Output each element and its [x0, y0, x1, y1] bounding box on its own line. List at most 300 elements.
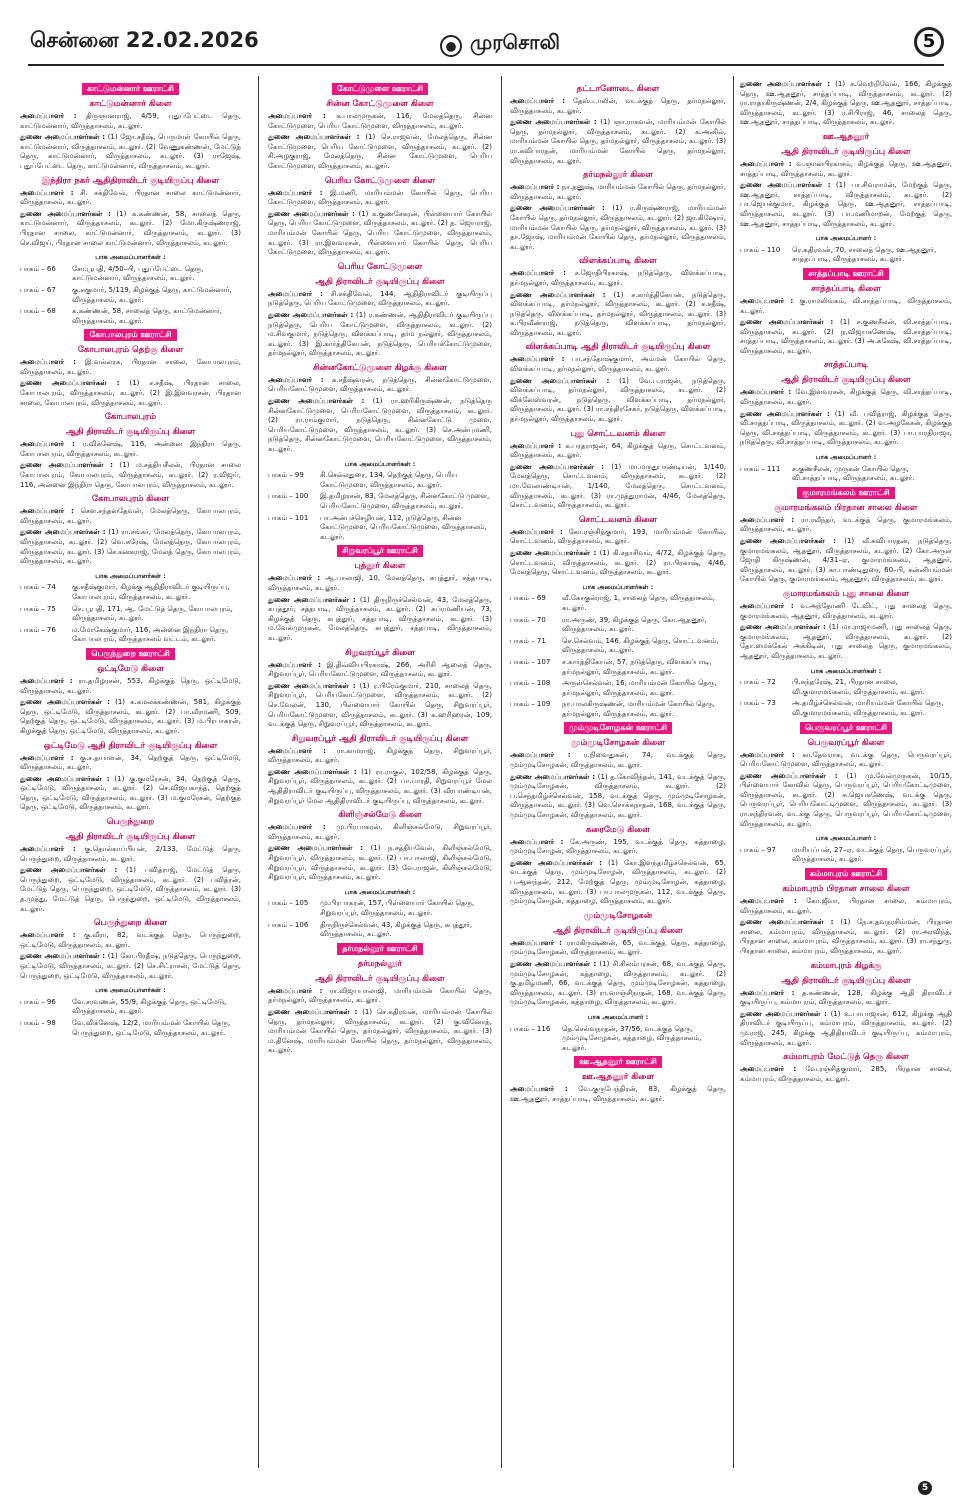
- ward-organiser-details: ம.மோகேஷ்குமார், 116, அன்னை இந்திரா தெரு, கோபாலபுரம், விருத்தாசலம் வட்டம், கடலூர்.: [72, 625, 229, 644]
- member-entry: [20, 845, 241, 864]
- branch-heading: பெருந்துறை கிளை: [93, 918, 168, 929]
- masthead-divider: [28, 64, 944, 66]
- role-label: துணை அமைப்பாளர்கள் :: [20, 133, 106, 142]
- member-details: ரா.ரவீந்தர், வடக்குத் தெரு, குமாரமங்கலம், விருத்தாசலம், கடலூர்.: [740, 515, 952, 534]
- ward-number: பாகம் – 107: [510, 657, 551, 666]
- member-entry: [20, 754, 241, 773]
- branch-heading: ஒட்டிமேடு ஆதி திராவிடர் குடியிருப்பு கிளை: [43, 740, 218, 751]
- ward-number: பாகம் – 105: [268, 899, 309, 908]
- role-label: அமைப்பாளர் :: [510, 1085, 568, 1094]
- ward-entry: [20, 1019, 241, 1038]
- member-entry: [268, 311, 492, 359]
- role-label: துணை அமைப்பாளர்கள் :: [20, 528, 106, 537]
- ward-number: பாகம் – 70: [510, 615, 546, 624]
- ward-organiser-details: செ. பூபதி, 171, ஆ. மேட்டுத் தெரு, கோபாலபுரம், விருத்தாசலம், கடலூர்.: [72, 604, 233, 623]
- branch-heading: சிறுவரப்பூர் ஆதி திராவிடர் குடியிருப்பு கிளை: [291, 733, 469, 744]
- branch-heading: ஆதி திராவிடர் குடியிருப்பு கிளை: [315, 276, 445, 287]
- branch-heading: ஆதி திராவிடர் குடியிருப்பு கிளை: [781, 375, 911, 386]
- member-entry: [268, 397, 492, 455]
- panchayat-heading: [510, 1056, 726, 1068]
- ward-number: பாகம் – 101: [268, 513, 309, 522]
- member-entry: [510, 118, 726, 166]
- ward-entry: [740, 465, 952, 484]
- footer-page-number: 5: [918, 1481, 932, 1495]
- ward-organiser-details: கு.சுகுமார், 5/119, கிழக்குத் தெரு, காட்டுமன்னார், விருத்தாசலம், கடலூர்.: [72, 285, 232, 304]
- role-label: துணை அமைப்பாளர்கள் :: [20, 952, 106, 961]
- member-entry: [268, 596, 492, 644]
- ward-number: பாகம் – 116: [510, 1024, 551, 1033]
- member-details: இ.திவ்வியபிரகாஷ், 266, அரிசி ஆலைத் தெரு, சிறுவரப்பூர், பெரியகோட்டுமுளை, விருத்தாசலம், கடலூர்.: [268, 660, 492, 679]
- member-entry: [510, 838, 726, 857]
- member-details: திருஞானராஜ், 4/59, புதுப்பேட்டை தெரு, காட்டுமன்னார், விருத்தாசலம், கடலூர்.: [20, 112, 241, 130]
- ward-organiser-details: வே.சரவணன், 55/9, கிழக்குத் தெரு, ஒட்டிமேடு, விருத்தாசலம், கடலூர்.: [72, 997, 227, 1016]
- member-entry: [20, 112, 241, 131]
- branch-heading: ஆதி திராவிடர் குடியிருப்பு கிளை: [781, 146, 911, 157]
- panchayat-heading: [268, 545, 492, 557]
- role-label: துணை அமைப்பாளர்கள் :: [268, 209, 355, 218]
- role-label: அமைப்பாளர் :: [510, 527, 563, 536]
- branch-heading: சின்ன கோட்டுமுளை கிளை: [326, 99, 434, 109]
- branch-heading: புது சொட்டவனம் கிளை: [570, 428, 666, 439]
- member-details: (1) ர.கிருஷ்ணராஜ், மாரியம்மன் கோயில் தெரு, தர்மநல்லூர், விருத்தாசலம், கடலூர். (2) ஜா.கிஷோர், மாரியம்மன் கோயில் தெரு, தர்மநல்லூர், விருத்தாசலம், கடலூர். (3) தா.ஜோஷ், மாரியம்மன் கோயில் தெரு, தர்மநல்லூர், விருத்தாசலம், கடலூர்.: [510, 204, 726, 251]
- panchayat-heading: [268, 83, 492, 95]
- member-details: வ.அந்தோணி டேவிட், புது சாலைத் தெரு, குமாரமங்கலம், ஆதனூர், விருத்தாசலம், கடலூர்.: [740, 601, 953, 620]
- member-entry: [740, 80, 952, 128]
- member-details: சி. சக்திவேல், பிரதான சாலை காட்டுமன்னார், விருத்தாசலம், கடலூர்.: [20, 188, 241, 207]
- ward-entry: [20, 286, 241, 305]
- member-entry: [20, 210, 241, 248]
- role-label: அமைப்பாளர் :: [268, 375, 324, 384]
- ward-organiser-details: இ.தமிழரசன், 83, மேலத்தெரு, சின்னகோட்டு முளை, பெரியகோட்டுமுளை, விருத்தாசலம், கடலூர்.: [320, 492, 490, 510]
- member-entry: [510, 442, 726, 461]
- ward-entry: [268, 492, 492, 511]
- ward-organiser-details: அருள்செல்வன், 16, மாரியம்மன் கோயில் தெரு, தர்மநல்லூர், விருத்தாசலம், கடலூர்.: [562, 679, 717, 697]
- branch-heading: குமாரமங்கலம் புது சாலை கிளை: [782, 588, 910, 599]
- panchayat-heading-label: கோட்டுமுளை ஊராட்சி: [332, 83, 428, 95]
- ward-organiser-details: நா.பாலகிருஷ்ணன், மாரியம்மன் கோயில் தெரு, தர்மநல்லூர், விருத்தாசலம், கடலூர்.: [562, 700, 715, 718]
- ward-entry: [20, 626, 241, 645]
- role-label: துணை அமைப்பாளர்கள் :: [20, 774, 110, 783]
- panchayat-heading-label: கம்மாபுரம் ஊராட்சி: [805, 868, 888, 880]
- member-details: ராமகிருஷ்ணன், 65, வடக்குத் தெரு, கத்தாழை, மும்முடிசோழகன், விருத்தாசலம், கடலூர்.: [510, 938, 726, 957]
- branch-heading: ஆதி திராவிடர் குடியிருப்பு கிளை: [65, 832, 196, 843]
- member-details: (1) க.கமலக்கண்ணன், 581, கிழக்குத் தெரு, ஒட்டிமேடு, விருத்தாசலம், கடலூர். (2) பா.வீரமணி, 509, தெற்குத் தெரு, ஒட்டிமேடு, விருத்தாசலம், கடலூர். (3) ம.பிரபாகரன், கிழக்குத் தெரு, ஒட்டிமேடு, விருத்தாசலம், கடலூர்.: [20, 698, 241, 735]
- ward-entry: [740, 246, 952, 265]
- member-entry: [510, 773, 726, 821]
- branch-heading: கிளிஞ்சல்மேடு கிளை: [338, 810, 422, 821]
- branch-heading: பெரிய கோட்டுமுளை கிளை: [324, 175, 436, 186]
- branch-heading: ஆதி திராவிடர் குடியிருப்பு கிளை: [781, 975, 911, 986]
- ward-number: பாகம் – 71: [510, 636, 546, 645]
- ward-organisers-subheading: பாக அமைப்பாளர்கள் :: [95, 253, 166, 262]
- member-entry: [268, 844, 492, 882]
- member-entry: [740, 772, 952, 830]
- member-details: கோ.ஜீவா, பிரதான சாலை, கம்மாபுரம், விருத்தாசலம், கடலூர்.: [740, 897, 952, 915]
- member-details: கு.வீரா, 82, வடக்குத் தெரு, பெருந்துறை, ஒட்டிமேடு, விருத்தாசலம், கடலூர்.: [20, 931, 242, 949]
- member-details: (1) மு.வேல்முருகன், 10/15, பிள்ளையார் கோவில் தெரு, பெருவரப்பூர், பெரியகோட்டிமுளை, விருத்தாசலம், கடலூர். (2) சு.ஜெயகணேஷ், வடக்கு தெரு, பெருவரப்பூர், பெரியகோட்டிமுளை, விருத்தாசலம், கடலூர். (3) ரா.சுந்திரவன், வடக்கு தெரு, பெருவரப்பூர், பெரியகோட்டிமுளை, விருத்தாசலம், கடலூர்.: [740, 771, 953, 828]
- member-details: (1) க.கண்ணன், 58, சாலைத் தெரு, காட்டுமன்னார், விருத்தாசலம், கடலூர். (2) மோ.கிருஷ்ணராஜ், பிரதான சாலை, காட்டுமன்னார், விருத்தாசலம், கடலூர். (3) செ.விஜய், பிரதான சாலை காட்டுமன்னார், விருத்தாசலம், கடலூர்.: [20, 209, 241, 247]
- member-entry: [20, 379, 241, 408]
- member-details: இ.வல்லரசு, பிரதான சாலை, கோபாலபுரம், விருத்தாசலம், கடலூர்.: [20, 358, 242, 376]
- ward-number: பாகம் – 109: [510, 700, 551, 709]
- role-label: அமைப்பாளர் :: [740, 296, 794, 305]
- member-entry: [510, 204, 726, 252]
- panchayat-heading: [740, 487, 952, 499]
- member-entry: [740, 918, 952, 956]
- member-entry: [510, 463, 726, 511]
- ward-organiser-details: செ.செல்வம், 146, கிழக்குத் தெரு, சொட்டவனம், விருத்தாசலம், கடலூர்.: [562, 636, 719, 655]
- panchayat-heading-label: கோபாலபுரம் ஊராட்சி: [84, 329, 176, 341]
- branch-heading: ஆதி திராவிடர் குடியிருப்பு கிளை: [315, 973, 445, 984]
- role-label: அமைப்பாளர் :: [510, 269, 566, 278]
- ward-organiser-details: தெ.செல்வநாதன், 37/56, வடக்குத் தெரு, மும்முடிசோழகன், கத்தாழை, விருத்தாசலம், கடலூர்.: [562, 1024, 702, 1052]
- ward-entry: [510, 658, 726, 677]
- ward-entry: [510, 700, 726, 719]
- branch-heading: பெருந்துறை: [106, 817, 155, 828]
- ward-organiser-details: வே.விக்னேஷ், 12/2, மாரியம்மன் கோயில் தெரு, பெருந்துறை, ஒட்டிமேடு, விருத்தாசலம், கடலூர்.: [72, 1018, 231, 1037]
- branch-heading: ஊ.ஆதனூர் கிளை: [581, 1072, 654, 1083]
- member-details: (1) நே.ச.தவநரசிம்மன், பிரதான சாலை, கம்மாபுரம், விருத்தாசலம், கடலூர். (2) ரா.அரவிந்த், பிரதான சாலை, கம்மாபுரம், விருத்தாசலம், கடலூர். (3) ரா.சந்துரு, பிரதான சாலை, கம்மாபுரம், விருத்தாசலம், கடலூர்.: [740, 918, 953, 955]
- ward-organisers-subheading: பாக அமைப்பாளர்கள் :: [95, 571, 166, 580]
- ward-organiser-details: அ.தமிழ்ச்செல்வன், மாரியம்மன் கோயில் தெரு, வி.குமாரமங்கலம், விருத்தாசலம், கடலூர்.: [792, 699, 944, 717]
- member-entry: [510, 183, 726, 202]
- branch-heading: கரைமேடு கிளை: [586, 824, 650, 835]
- member-entry: [20, 698, 241, 736]
- member-details: கா.தேவராசு, வடக்கு தெரு, பெருவரப்பூர், பெரியகோட்டுமுளை, விருத்தாசலம், கடலூர்.: [740, 750, 952, 769]
- member-details: (1) ஞா.ராகவன், மாரியம்மன் கோயில் தெரு, தர்மநல்லூர், விருத்தாசலம், கடலூர். (2) க.அனில், மாரியம்மன் கோயில் தெரு, தர்மநல்லூர், விருத்தாசலம், கடலூர். (3) ரா.கவிபாரதன், மாரியம்மன் கோயில் தெரு, தர்மநல்லூர், விருத்தாசலம், கடலூர்.: [510, 118, 726, 165]
- branch-heading: சின்னகோட்டுமுளை கிழக்கு கிளை: [313, 362, 447, 373]
- branch-heading: பெரிய கோட்டுமுளை: [337, 261, 423, 272]
- role-label: அமைப்பாளர் :: [510, 441, 562, 450]
- member-details: (1) கோ.பிரதீஷ், நடுத்தெரு, பெருந்துறை, ஒட்டிமேடு, விருத்தாசலம், கடலூர். (2) செ.சிட்ராசன், மேட்டுத் தெரு, பெருந்துறை, ஒட்டிமேடு, விருத்தாசலம், கடலூர்.: [20, 952, 242, 980]
- branch-heading: ஊ.ஆதனூர்: [822, 131, 870, 142]
- member-entry: [740, 537, 952, 585]
- role-label: துணை அமைப்பாளர்கள் :: [740, 409, 830, 418]
- column-divider: [258, 76, 259, 1468]
- ward-number: பாகம் – 76: [20, 625, 56, 634]
- newspaper-name: முரசொலி: [470, 30, 560, 54]
- branch-heading: தட்டானோடை கிளை: [576, 84, 660, 94]
- ward-entry: [20, 265, 241, 284]
- member-details: சௌ.சந்தனதேவன், மேலத்தெரு, கோபாலபுரம், விருத்தாசலம், கடலூர்.: [20, 507, 241, 525]
- ward-entry: [268, 471, 492, 490]
- member-entry: [740, 160, 952, 179]
- branch-heading: சாத்தப்பாடி கிளை: [811, 283, 881, 294]
- ward-entry: [510, 1025, 726, 1054]
- member-entry: [268, 574, 492, 593]
- role-label: அமைப்பாளர் :: [740, 388, 792, 397]
- ward-entry: [740, 846, 952, 865]
- role-label: துணை அமைப்பாளர்கள் :: [510, 772, 596, 781]
- member-details: (1) சி.சிலம்பரசன், 68, வடக்குத் தெரு, மும்முடிசோழகன், கத்தாழை, விருத்தாசலம், கடலூர். (2) கு.தமிழ்மணி, 66, வடக்குத் தெரு, மும்முடிசோழகன், கத்தாழை, விருத்தாசலம், கடலூர். (3) ரா.வாஞ்சிநாதன், 168, வடக்குத் தெரு, மும்முடிசோழகன், கத்தாழை, விருத்தாசலம், கடலூர்.: [510, 959, 726, 1007]
- ward-organisers-subheading: பாக அமைப்பாளர்கள் :: [95, 986, 166, 995]
- ward-organisers-subheading: பாக அமைப்பாளர் :: [587, 1012, 649, 1021]
- member-entry: [268, 133, 492, 171]
- branch-heading: சாத்தப்பாடி: [823, 360, 869, 371]
- member-details: (1) ச.குணசீலன், வி.சாத்தப்பாடி, விருத்தாசலம், கடலூர். (2) ந.விஜயகணேஷ், வி.சாத்தப்பாடி, சாத்தப்பாடி, விருத்தாசலம், கடலூர். (3) அ.சுகேஷ், வி.சாத்தப்பாடி, விருத்தாசலம், கடலூர்.: [740, 318, 952, 355]
- role-label: அமைப்பாளர் :: [20, 507, 74, 516]
- member-details: ரா.காமராஜ், கிழக்குத் தெரு, சிறுவரப்பூர், விருத்தாசலம், கடலூர்.: [268, 746, 492, 765]
- member-details: க.பரதராஜன், 64, கிழக்குத் தெரு, சொட்டவனம், விருத்தாசலம், கடலூர்.: [510, 441, 726, 460]
- ward-organiser-details: பி.சுந்தரேஷ், 21, பிரதான சாலை, வி.குமாரமங்கலம், விருத்தாசலம், கடலூர்.: [792, 678, 925, 696]
- role-label: துணை அமைப்பாளர்கள் :: [510, 290, 606, 299]
- role-label: துணை அமைப்பாளர்கள் :: [268, 133, 360, 142]
- member-entry: [510, 97, 726, 116]
- member-entry: [20, 440, 241, 459]
- member-entry: [268, 768, 492, 806]
- member-details: பா.சந்தோஷ்குமார், அம்மன் கோயில் தெரு, விளக்கப்பாடி, தர்மநல்லூர், விருத்தாசலம், கடலூர்.: [510, 355, 726, 374]
- ward-entry: [510, 616, 726, 635]
- member-entry: [510, 1085, 726, 1104]
- role-label: அமைப்பாளர் :: [740, 601, 794, 610]
- role-label: அமைப்பாளர் :: [510, 355, 565, 364]
- masthead: [0, 0, 972, 78]
- member-entry: [268, 112, 492, 131]
- member-entry: [510, 751, 726, 770]
- member-details: (1) ரா.ஹரிகிருஷ்ணன், நடுத்தெரு சின்னகோட்டுமுளை, பெரியகோட்டுமுளை, விருத்தாசலம், கடலூர். (2) ரா.ராம்குமார், நடுத்தெரு, சின்னகோட்டு முளை, பெரியகோட்டுமுளை, விருத்தாசலம், கடலூர். (3) செ.அன்புமணி, நடுத்தெரு, சின்னகோட்டுமுளை, பெரியகோட்டுமுளை, விருத்தாசலம், கடலூர்.: [268, 397, 493, 454]
- member-details: வே.இளவரசன், கிழக்குத் தெரு, வி.சாத்தப்பாடி, விருத்தாசலம், கடலூர்.: [740, 388, 952, 407]
- member-details: (1) உ.பாபாஜான், 612, கிழக்கு ஆதி திராவிடர் குடியிருப்பு, கம்மாபுரம், விருத்தாசலம், கடலூர். (2) மு.ராஜ், 245, கிழக்கு ஆதிதிராவிடர் குடியிருப்பு, கம்மாபுரம், விருத்தாசலம், கடலூர்.: [740, 1009, 952, 1047]
- member-details: சி.சக்திவேல், 144, ஆதிதிராவிடர் குடியிருப்பு நடுத்தெரு, பெரிய கோட்டுமுளை, விருத்தாசலம், கடலூர்.: [268, 289, 492, 308]
- member-details: (1) ம.சத்தியசீலன், பிரதான சாலை கோபாலபுரம், கோபாலபுரம், விருத்தாசலம், கடலூர். (2) ர.விஜய், 116, அன்னை இந்திரா தெரு, கோபாலபுரம், விருத்தாசலம், கடலூர்.: [20, 461, 241, 489]
- member-details: நா.தனுஷ், மாரியம்மன் கோயில் தெரு, தர்மநல்லூர், விருத்தாசலம், கடலூர்.: [510, 183, 726, 201]
- member-entry: [510, 939, 726, 958]
- ward-number: பாகம் – 97: [740, 845, 776, 854]
- role-label: துணை அமைப்பாளர்கள் :: [510, 548, 597, 557]
- member-details: ரா.விஜயபாலாஜி, மாரியம்மன் கோயில் தெரு, தர்மநல்லூர், விருத்தாசலம், கடலூர்.: [268, 986, 492, 1005]
- panchayat-heading: [740, 268, 952, 280]
- role-label: அமைப்பாளர் :: [268, 746, 326, 755]
- member-entry: [268, 189, 492, 208]
- column-2: [260, 76, 500, 1468]
- member-details: க.சதீஷ்வரன், நடுத்தெரு, சின்னகோட்டுமுளை, பெரியகோட்டுமுளை, விருத்தாசலம், கடலூர்.: [268, 375, 492, 394]
- ward-number: பாகம் – 98: [20, 1018, 56, 1027]
- role-label: துணை அமைப்பாளர்கள் :: [510, 959, 597, 968]
- role-label: துணை அமைப்பாளர்கள் :: [740, 623, 826, 632]
- branch-heading: கோபாலபுரம் கிளை: [92, 494, 169, 505]
- member-details: (1) செ.ராஜவன், மேலத்தெரு, சின்ன கோட்டுமுளை, பெரிய கோட்டுமுளை, விருத்தாசலம், கடலூர். (2) சி.அழகுராஜ், மேலத்தெரு, சின்ன கோட்டுமுளை, பெரிய கோட்டுமுளை, விருத்தாசலம், கடலூர்.: [268, 133, 492, 170]
- member-details: (1) மா.மருதுபாண்டியன், 1/140, மேலத்தெரு, சொட்டவனம், விருத்தாசலம், கடலூர். (2) மா.வேலாண்டியன், 1/140, மேலத்தெரு, சொட்டவனம், விருத்தாசலம், கடலூர். (3) ரா.முத்துராமன், 4/46, மேலத்தெரு, சொட்டவனம், விருத்தாசலம், கடலூர்.: [510, 462, 727, 510]
- role-label: துணை அமைப்பாளர்கள் :: [510, 204, 605, 213]
- member-details: ர.விக்னேஷ், 116, அன்னை இந்திரா தெரு, கோபாலபுரம், விருத்தாசலம், கடலூர்.: [20, 440, 241, 458]
- role-label: அமைப்பாளர் :: [510, 751, 571, 760]
- ward-organiser-details: சோ.பூபதி, 4/50–பி, புதுப்பேட்டை தெரு, காட்டுமன்னார், விருத்தாசலம், கடலூர்.: [72, 264, 204, 283]
- member-entry: [740, 623, 952, 661]
- member-entry: [20, 507, 241, 526]
- role-label: துணை அமைப்பாளர்கள் :: [510, 118, 597, 127]
- ward-organisers-subheading: பாக அமைப்பாளர்கள் :: [344, 887, 416, 896]
- role-label: துணை அமைப்பாளர்கள் :: [20, 379, 120, 388]
- member-entry: [740, 297, 952, 316]
- ward-organiser-details: ரா.அருண், 39, கிழக்குத் தெரு, கோ.ஆதனூர், விருத்தாசலம், கடலூர்.: [562, 615, 707, 634]
- ward-entry: [510, 637, 726, 656]
- member-details: (1) த.கோவிந்தன், 141, வடக்குத் தெரு, மும்முடிசோழகன், விருத்தாசலம், கடலூர். (2) ப.செந்தமிழ்ச்செல்வன், 158, வடக்குத் தெரு, மும்முடிசோழகன், விருத்தாசலம், கடலூர். (3) வெ.சொக்கநாதன், 168, வடக்குத் தெரு, மும்முடிசோழகன், விருத்தாசலம், கடலூர்.: [510, 772, 726, 820]
- member-entry: [20, 358, 241, 377]
- ward-number: பாகம் – 72: [740, 678, 776, 687]
- ward-organiser-details: வீ.கோகுல்ராஜ், 1, சாலைத் தெரு, விருத்தாசலம், கடலூர்.: [562, 594, 715, 612]
- member-entry: [740, 388, 952, 407]
- member-details: வே.ரஞ்சித்குமார், 285, பிரதான சாலை, கம்மாபுரம், விருத்தாசலம், கடலூர்.: [740, 1065, 952, 1083]
- member-entry: [268, 823, 492, 842]
- member-entry: [268, 682, 492, 730]
- branch-heading: ஆதி திராவிடர் குடியிருப்பு கிளை: [553, 925, 683, 936]
- role-label: துணை அமைப்பாளர்கள் :: [268, 595, 356, 604]
- role-label: அமைப்பாளர் :: [510, 97, 565, 105]
- member-details: கு.தொல்காப்பியன், 2/133, மேட்டுத் தெரு, பெருந்துறை, விருத்தாசலம், கடலூர்.: [20, 845, 241, 863]
- ward-entry: [20, 605, 241, 624]
- member-details: (1) கு.குமரேசன், 34, தெற்குத் தெரு, ஒட்டிமேடு, விருத்தாசலம், கடலூர். (2) செ.விஜயகாந்த், தெற்குத் தெரு, ஒட்டிமேடு, விருத்தாசலம், கடலூர். (3) ம.குமரேசன், தெற்குத் தெரு, ஒட்டிமேடு, விருத்தாசலம், கடலூர்.: [20, 774, 241, 812]
- member-entry: [740, 410, 952, 448]
- member-details: (1) க.குணசேகரன், பிள்ளையார் கோயில் தெரு, பெரிய கோட்டுமுளை, விருத்தாசலம், கடலூர். (2) த. ஜெயராஜ், மாரியம்மன் கோயில் தெரு, பெரிய கோட்டுமுளை, விருத்தாசலம், கடலூர். (3) ரா.இளவரசன், பிள்ளையார் கோயில் தெரு, பெரிய கோட்டுமுளை, விருத்தாசலம், கடலூர்.: [268, 209, 493, 257]
- ward-entry: [268, 921, 492, 940]
- role-label: அமைப்பாளர் :: [268, 660, 321, 669]
- ward-organiser-details: சி.செல்லதுரை, 134, தெற்குத் தெரு, பெரிய கோட்டுமுளை, விருத்தாசலம், கடலூர்.: [320, 471, 458, 489]
- dateline: சென்னை 22.02.2026: [30, 28, 259, 52]
- branch-heading: கம்மாபுரம் பிரதான சாலை கிளை: [782, 884, 910, 895]
- branch-heading: பெருவரப்பூர் கிளை: [807, 737, 885, 748]
- ward-number: பாகம் – 67: [20, 285, 56, 294]
- ward-organisers-subheading: பாக அமைப்பாளர்கள் :: [810, 666, 882, 675]
- ward-number: பாகம் – 110: [740, 245, 781, 254]
- role-label: துணை அமைப்பாளர்கள் :: [740, 771, 838, 780]
- member-entry: [268, 376, 492, 395]
- member-entry: [510, 528, 726, 547]
- member-details: ரா.தமிழரசன், 553, கிழக்குத் தெரு, ஒட்டிமேடு, விருத்தாசலம், கடலூர்.: [20, 676, 242, 695]
- member-entry: [268, 661, 492, 680]
- role-label: அமைப்பாளர் :: [20, 845, 76, 854]
- role-label: அமைப்பாளர் :: [268, 289, 323, 298]
- member-entry: [268, 987, 492, 1006]
- role-label: துணை அமைப்பாளர்கள் :: [510, 858, 602, 867]
- page-number-badge: 5: [914, 27, 944, 57]
- ward-organisers-subheading: பாக அமைப்பாளர்கள் :: [344, 459, 416, 468]
- member-entry: [740, 897, 952, 916]
- member-details: (1) ரா.ராகுல், 102/58, கிழக்குத் தெரு, சிறுவரப்பூர், விருத்தாசலம், கடலூர். (2) பா.பாரதி, சிறுவரப்பூர் மேல ஆதிதிராவிடர் குடியிருப்பு, விருத்தாசலம், கடலூர். (3) வீரபாண்டியன், சிறுவரப்பூர் மேல ஆதிதிராவிடர் குடியிருப்பு, விருத்தாசலம், கடலூர்.: [268, 767, 493, 805]
- member-entry: [20, 133, 241, 171]
- role-label: அமைப்பாளர் :: [740, 1065, 797, 1074]
- panchayat-heading: [510, 722, 726, 734]
- member-entry: [268, 210, 492, 258]
- role-label: அமைப்பாளர் :: [20, 753, 74, 762]
- branch-heading: ஒட்டிமேடு கிளை: [97, 663, 164, 674]
- member-details: (1) ச.சதீஷ், பிரதான சாலை, கோபாலபுரம், விருத்தாசலம், கடலூர். (2) இ.இளவரசன், பிரதான சாலை, கோபாலபுரம், விருத்தாசலம், கடலூர்.: [20, 379, 241, 407]
- ward-organisers-subheading: பாக அமைப்பாளர் :: [815, 834, 877, 843]
- member-entry: [740, 318, 952, 356]
- role-label: துணை அமைப்பாளர்கள் :: [268, 310, 354, 319]
- member-details: மு.பிரபாகரன், கிளிஞ்சல்மேடு, சிறுவரப்பூர், விருத்தாசலம், கடலூர்.: [268, 823, 492, 841]
- member-entry: [20, 952, 241, 981]
- member-entry: [20, 866, 241, 914]
- member-details: கே.அருண், 195, வடக்குத் தெரு, கத்தாழை, மும்முடிசோழன், விருத்தாசலம், கடலூர்.: [510, 837, 726, 856]
- branch-heading: இந்திரா நகர் ஆதிதிராவிடர் குடியிருப்பு கிளை: [41, 175, 220, 186]
- branch-heading: சொட்டவனம் கிளை: [578, 514, 658, 525]
- role-label: துணை அமைப்பாளர்கள் :: [268, 397, 365, 406]
- member-details: (1) திருநிருச்செல்வன், 43, மேலத்தெரு, கபுத்தூர், சத்தபாடி, விருத்தாசலம், கடலூர். (2) சுப்ரமணியன், 73, கிழக்குத் தெரு, கபுத்தூர், சத்தபாடி, விருத்தாசலம், கடலூர். (3) ம.வேல்முருகன், மேலத்தெரு, கபுத்தூர், சத்தபாடி, விருத்தாசலம், கடலூர்.: [268, 595, 492, 642]
- role-label: அமைப்பாளர் :: [510, 938, 562, 947]
- member-entry: [20, 528, 241, 566]
- member-entry: [740, 751, 952, 770]
- branch-heading: கோபாலபுரம்: [104, 412, 157, 423]
- panchayat-heading: [20, 648, 241, 660]
- role-label: அமைப்பாளர் :: [268, 574, 321, 583]
- panchayat-heading-label: குமாரமங்கலம் ஊராட்சி: [797, 487, 894, 499]
- member-details: (1) கி.சதாசிவம், 4/72, கிழக்குத் தெரு, சொட்டவனம், விருத்தாசலம், கடலூர். (2) ரா.பிரகாஷ், 4/46, மேலத்தெரு, சொட்டவனம், விருத்தாசலம், கடலூர்.: [510, 548, 727, 577]
- branch-heading: மும்முடிசோழகன்: [583, 910, 653, 921]
- ward-organiser-details: க.கண்ணன், 58, சாலைத் தெரு, காட்டுமன்னார், விருத்தாசலம், கடலூர்.: [72, 307, 222, 325]
- ward-organisers-subheading: பாக அமைப்பாளர் :: [815, 234, 877, 243]
- role-label: துணை அமைப்பாளர்கள் :: [740, 1009, 827, 1018]
- role-label: துணை அமைப்பாளர்கள் :: [740, 537, 837, 545]
- role-label: அமைப்பாளர் :: [510, 183, 560, 192]
- member-entry: [740, 181, 952, 229]
- member-entry: [510, 960, 726, 1008]
- role-label: அமைப்பாளர் :: [20, 440, 75, 449]
- branch-heading: காட்டுமன்னார் கிளை: [89, 99, 172, 109]
- article-columns: [12, 76, 960, 1468]
- panchayat-heading-label: மும்முடிசோழகன் ஊராட்சி: [564, 722, 672, 734]
- role-label: அமைப்பாளர் :: [740, 988, 795, 997]
- member-entry: [510, 549, 726, 578]
- member-entry: [740, 602, 952, 621]
- panchayat-heading: [740, 868, 952, 880]
- member-details: (1) ர.பிரேம்குமார், 210, சாலைத் தெரு, சிறுவரப்பூர், பெரியகோட்டுமுளை, விருத்தாசலம், கடலூர். (2) செ.வேலன், 130, பிள்ளையார் கோயில் தெரு, சிறுவரப்பூர், பெரியகோட்டுமுளை, விருத்தாசலம், கடலூர். (3) க.ஹரிஹரன், 109, வடக்குத் தெரு, சிறுவரப்பூர், விருத்தாசலம், கடலூர்.: [268, 681, 493, 729]
- ward-number: பாகம் – 96: [20, 997, 56, 1006]
- role-label: துணை அமைப்பாளர்கள் :: [20, 698, 110, 707]
- ward-entry: [268, 514, 492, 543]
- branch-heading: ஆதி திராவிடர் குடியிருப்பு கிளை: [65, 427, 196, 438]
- column-4: [732, 76, 960, 1468]
- ward-number: பாகம் – 73: [740, 699, 776, 708]
- ward-entry: [20, 583, 241, 602]
- role-label: அமைப்பாளர் :: [20, 112, 77, 120]
- ward-organiser-details: மு.பிரபாகரன், 157, பிள்ளையார் கோயில் தெரு, சிறுவரப்பூர், விருத்தாசலம், கடலூர்.: [320, 899, 475, 917]
- ward-number: பாகம் – 111: [740, 464, 781, 473]
- column-1: [12, 76, 249, 1468]
- ward-number: பாகம் – 66: [20, 264, 56, 273]
- role-label: துணை அமைப்பாளர்கள் :: [740, 318, 834, 327]
- role-label: துணை அமைப்பாளர்கள் :: [510, 462, 605, 471]
- role-label: அமைப்பாளர் :: [268, 823, 326, 832]
- panchayat-heading-label: ஊ.ஆதனூர் ஊராட்சி: [574, 1056, 661, 1068]
- ward-number: பாகம் – 74: [20, 583, 56, 592]
- member-details: (1) ர.கண்ணன், ஆதிதிராவிடர் குடியிருப்பு நடுத்தெரு, பெரிய கோட்டுமுளை, விருத்தாசலம், கடலூர். (2) ம.சிவகுமார், நடுத்தெரு, விளக்கப்பாடி, தர்ம நல்லூர், விருத்தாசலம், கடலூர். (3) இ.கார்த்திகேயன், நடுத்தெரு, பெரியக்கோட்டுமுளை, தர்மநல்லூர், விருத்தாசலம், கடலூர்.: [268, 310, 493, 358]
- member-details: த.கண்ணன், 128, கிழக்கு ஆதி திராவிடர் குடியிருப்பு, கம்மாபுரம், விருத்தாசலம், கடலூர்.: [740, 988, 952, 1007]
- panchayat-heading: [20, 83, 241, 95]
- member-details: ச.ஜோதிபிரகாஷ், நடுத்தெரு, விளக்கப்பாடி, தர்மநல்லூர், விருத்தாசலம், கடலூர்.: [510, 269, 726, 287]
- ward-organiser-details: பா.அன்புச்செழியன், 112, நடுத்தெரு, சின்ன கோட்டுமுளை, பெரியகோட்டுமுளை, விருத்தாசலம், கடலூர்.: [320, 513, 487, 541]
- ward-organiser-details: ச.குணசீலன், முருகன் கோயில் தெரு, வி.சாத்தப்பாடி, விருத்தாசலம், கடலூர்.: [792, 464, 915, 483]
- member-entry: [510, 859, 726, 907]
- role-label: அமைப்பாளர் :: [740, 750, 795, 759]
- member-entry: [268, 1008, 492, 1056]
- ward-entry: [510, 679, 726, 698]
- ward-organiser-details: ரெ.சுதிரவன், 70, சாலைத் தெரு, ஊ.ஆதனூர், சாத்தப்பாடி, விருத்தாசலம், கடலூர்.: [792, 245, 937, 264]
- role-label: துணை அமைப்பாளர்கள் :: [20, 461, 113, 470]
- role-label: துணை அமைப்பாளர்கள் :: [20, 209, 111, 218]
- role-label: துணை அமைப்பாளர்கள் :: [740, 181, 831, 190]
- member-details: இ.மணி, மாரியம்மன் கோயில் தெரு, பெரிய கோட்டுமுளை, விருத்தாசலம், கடலூர்.: [268, 188, 492, 207]
- member-entry: [20, 931, 241, 950]
- panchayat-heading-label: பெருவரப்பூர் ஊராட்சி: [800, 722, 892, 734]
- panchayat-heading-label: பெருந்துறை ஊராட்சி: [86, 648, 174, 660]
- member-details: (1) ந.சத்தியவேல், கிளிஞ்சல்மேடு, சிறுவரப்பூர், விருத்தாசலம், கடலூர். (2) பா.பாலாஜி, கிளிஞ்சல்மேடு, சிறுவரப்பூர், விருத்தாசலம், கடலூர். (3) வே.ராஜன், கிளிஞ்சல்மேடு, சிறுவரப்பூர், விருத்தாசலம், கடலூர்.: [268, 844, 492, 882]
- role-label: துணை அமைப்பாளர்கள் :: [510, 376, 610, 385]
- member-entry: [740, 989, 952, 1008]
- ward-number: பாகம் – 106: [268, 920, 309, 929]
- branch-heading: தர்மநல்லூர்: [357, 958, 403, 969]
- role-label: அமைப்பாளர் :: [740, 897, 797, 906]
- role-label: அமைப்பாளர் :: [268, 986, 323, 995]
